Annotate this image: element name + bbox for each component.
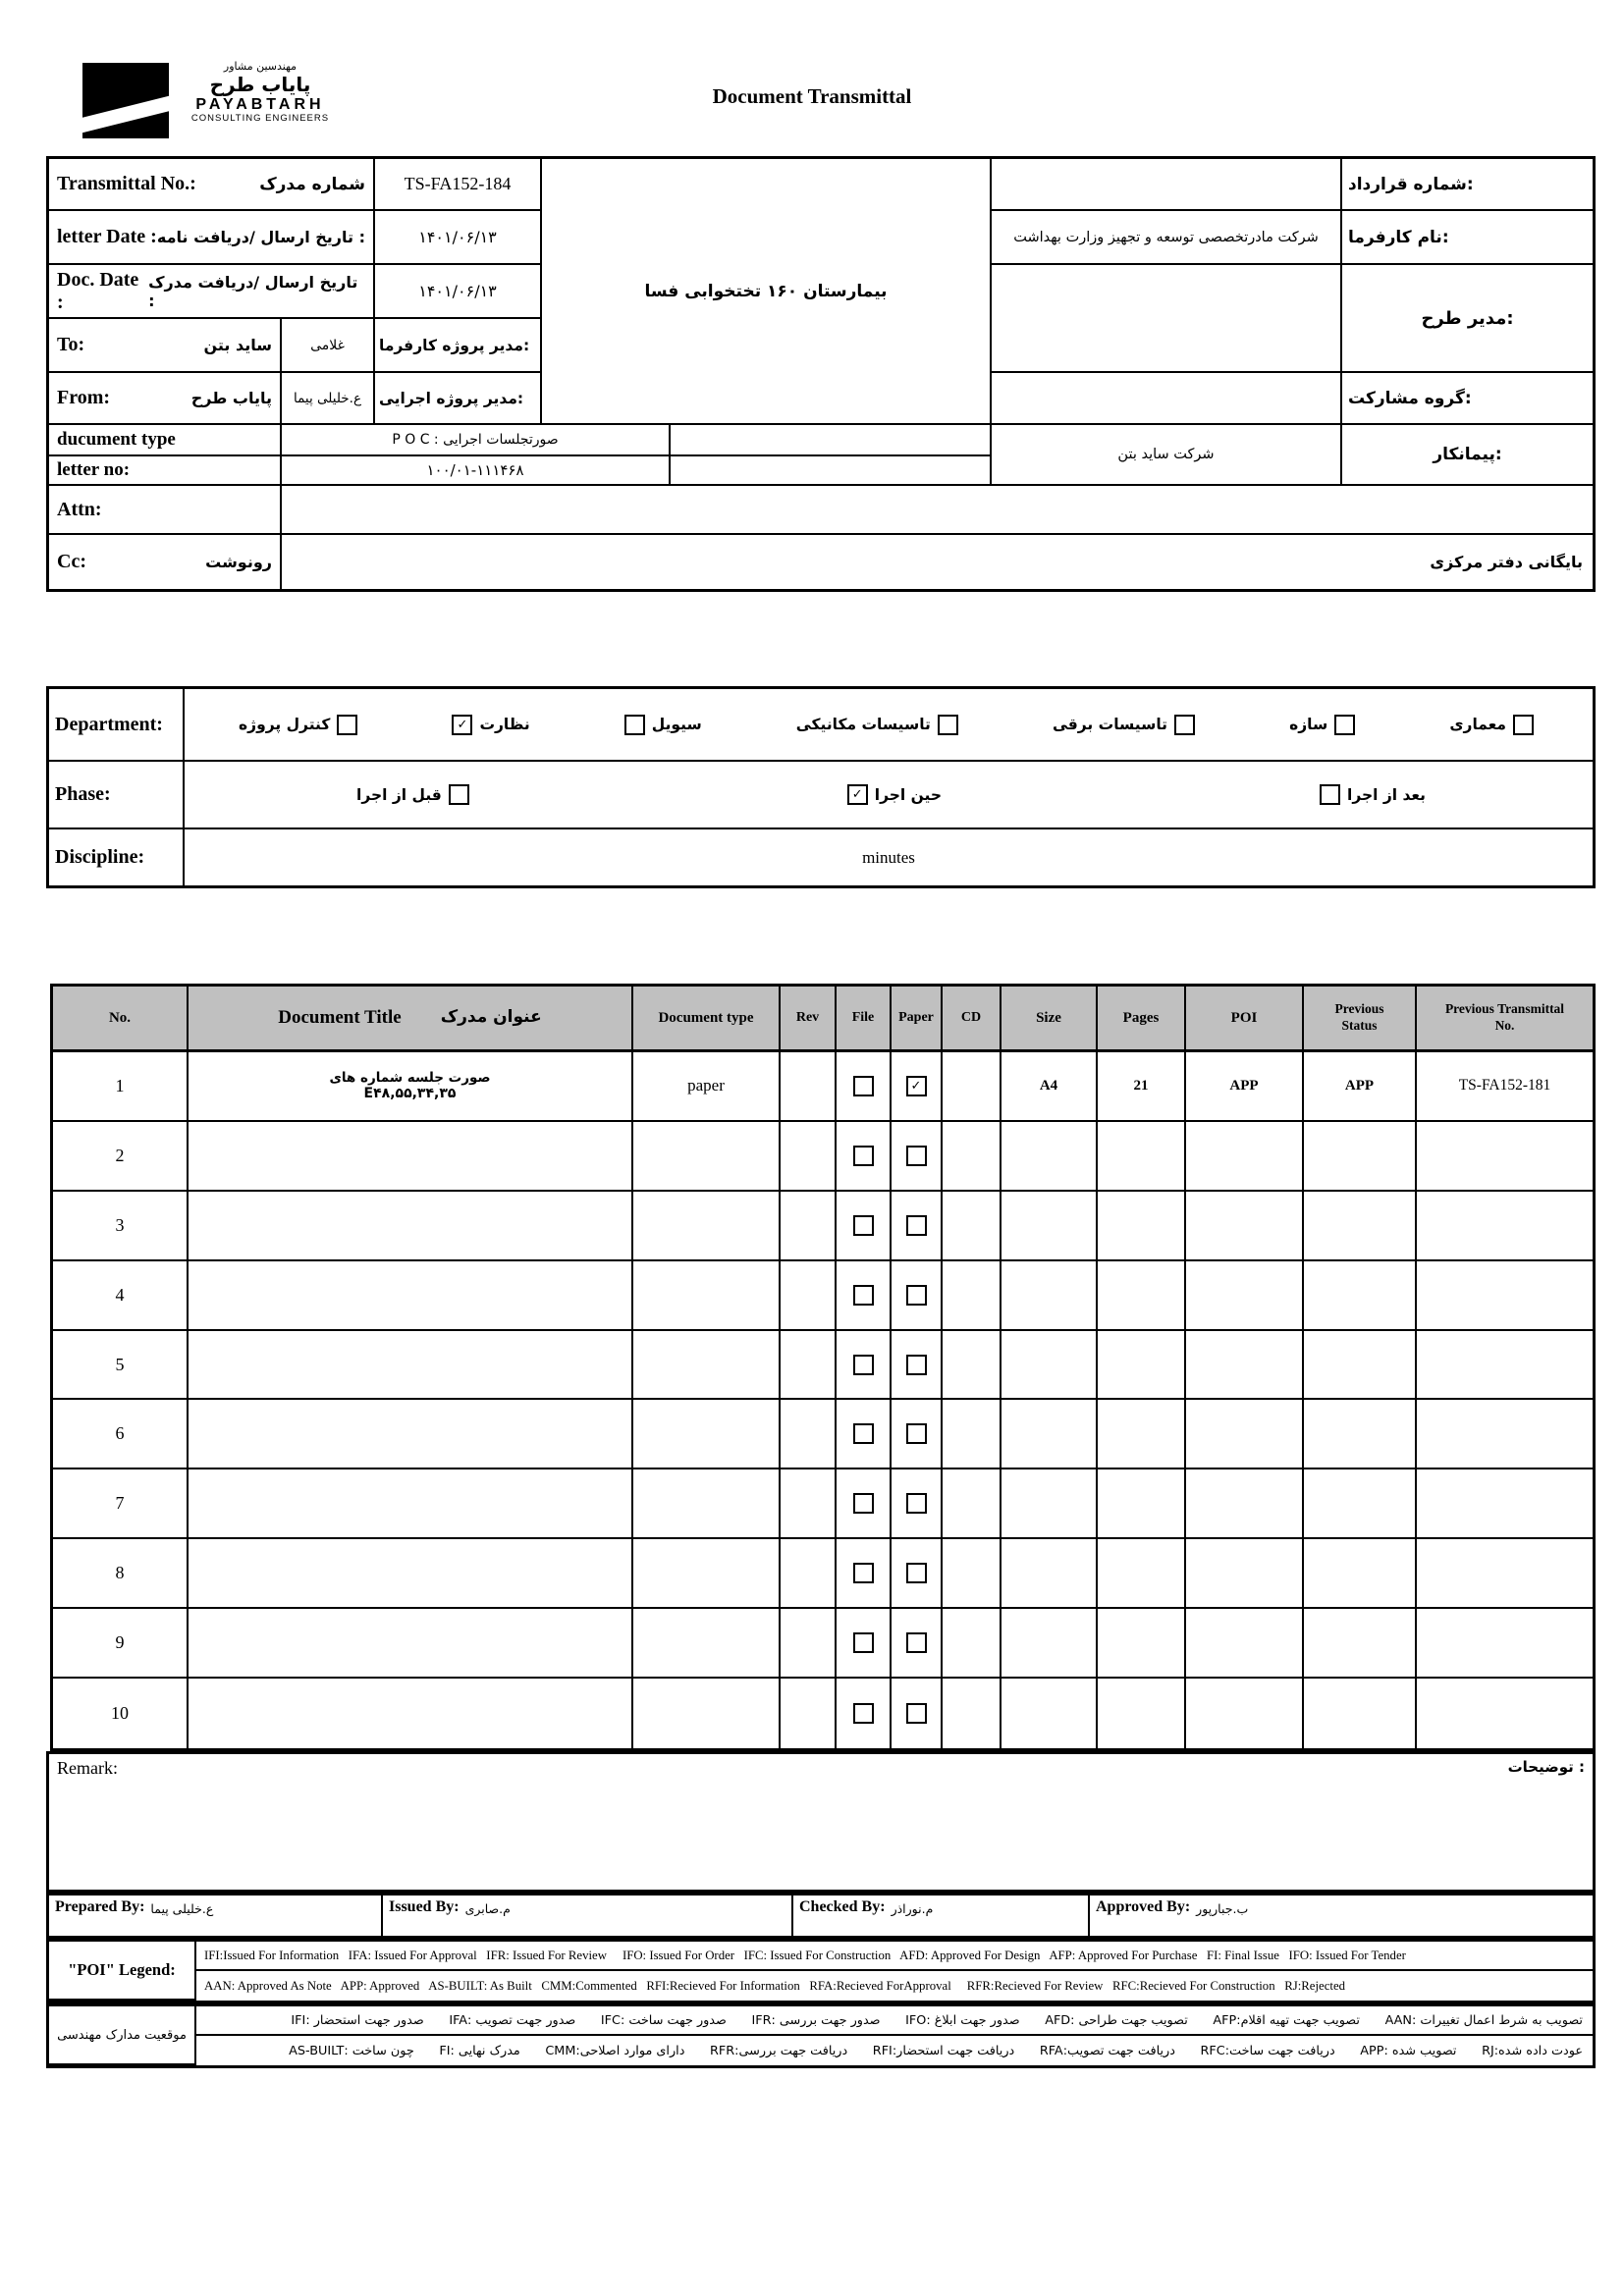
row-prev-status: [1304, 1261, 1417, 1331]
checked-by-label: Checked By:: [799, 1898, 886, 1915]
file-checkbox[interactable]: [853, 1563, 874, 1583]
empty-cell-1: [671, 425, 992, 456]
department-checkbox-memari[interactable]: [1513, 715, 1534, 735]
design-manager-label: مدیر طرح:: [1342, 265, 1593, 373]
row-prev-transmittal: [1417, 1261, 1593, 1331]
row-poi: [1186, 1331, 1304, 1401]
contractor-label: پیمانکار:: [1342, 425, 1593, 486]
row-title: [189, 1469, 633, 1539]
row-prev-status: [1304, 1679, 1417, 1748]
row-no: 6: [53, 1400, 189, 1469]
empty-cell-2: [671, 456, 992, 486]
row-paper-cell: [892, 1052, 943, 1122]
row-paper-cell: [892, 1122, 943, 1192]
department-checkbox-nezarat[interactable]: ✓: [452, 715, 472, 735]
row-rev: [781, 1192, 837, 1261]
department-checkbox-mechanical[interactable]: [938, 715, 958, 735]
row-prev-transmittal: [1417, 1679, 1593, 1748]
attn-label: Attn:: [49, 486, 282, 535]
paper-checkbox[interactable]: [906, 1355, 927, 1375]
row-prev-transmittal: [1417, 1469, 1593, 1539]
letter-date-label-en: letter Date :: [57, 226, 157, 247]
row-prev-transmittal: [1417, 1122, 1593, 1192]
jv-value-cell: [992, 373, 1342, 425]
row-size: [1001, 1679, 1098, 1748]
to-value: ساید بتن: [203, 336, 272, 354]
department-item-project-control: کنترل پروژه: [239, 715, 357, 735]
issued-by-cell: [383, 1896, 793, 1936]
paper-checkbox[interactable]: [906, 1423, 927, 1444]
row-size: [1001, 1469, 1098, 1539]
project-name-cell: بیمارستان ۱۶۰ تختخوابی فسا: [542, 159, 992, 425]
contract-no-label: شماره قرارداد:: [1342, 159, 1593, 211]
row-prev-status: [1304, 1400, 1417, 1469]
remark-label-fa: توضیحات :: [1507, 1758, 1585, 1776]
row-paper-cell: [892, 1192, 943, 1261]
row-file-cell: [837, 1331, 892, 1401]
header-file: File: [837, 987, 892, 1052]
letter-date-label-cell: [49, 211, 375, 265]
row-prev-transmittal: [1417, 1331, 1593, 1401]
paper-checkbox[interactable]: [906, 1703, 927, 1724]
row-prev-transmittal: [1417, 1539, 1593, 1609]
row-paper-cell: [892, 1609, 943, 1679]
row-no: 3: [53, 1192, 189, 1261]
row-prev-status: [1304, 1469, 1417, 1539]
jv-label: گروه مشارکت:: [1342, 373, 1593, 425]
row-no: 2: [53, 1122, 189, 1192]
to-person: غلامی: [282, 319, 375, 373]
row-file-cell: [837, 1192, 892, 1261]
letter-no-value: ۱۰۰/۰۱-۱۱۱۴۶۸: [282, 456, 671, 486]
file-checkbox[interactable]: [853, 1076, 874, 1096]
phase-options-cell: [185, 762, 1593, 829]
row-size: [1001, 1261, 1098, 1331]
row-poi: [1186, 1609, 1304, 1679]
row-pages: [1098, 1331, 1186, 1401]
prepared-by-label: Prepared By:: [55, 1898, 145, 1915]
row-doc-type: [633, 1192, 781, 1261]
row-prev-transmittal: [1417, 1400, 1593, 1469]
discipline-value: minutes: [862, 847, 915, 867]
paper-checkbox[interactable]: [906, 1563, 927, 1583]
department-item-nezarat: ✓ نظارت: [452, 715, 529, 735]
row-paper-cell: [892, 1469, 943, 1539]
transmittal-info-table: [46, 156, 1596, 592]
header-poi: POI: [1186, 987, 1304, 1052]
row-no: 1: [53, 1052, 189, 1122]
paper-checkbox[interactable]: [906, 1285, 927, 1306]
row-title: صورت جلسه شماره های E۴۸,۵۵,۳۴,۳۵: [189, 1052, 633, 1122]
header-title: [189, 987, 633, 1052]
cc-value: بایگانی دفتر مرکزی: [1430, 553, 1583, 571]
row-doc-type: [633, 1261, 781, 1331]
logo-en-small: CONSULTING ENGINEERS: [190, 113, 330, 125]
paper-checkbox[interactable]: [906, 1493, 927, 1514]
row-doc-type: paper: [633, 1052, 781, 1122]
row-size: [1001, 1539, 1098, 1609]
row-paper-cell: [892, 1539, 943, 1609]
prepared-by-cell: [49, 1896, 383, 1936]
header-title-en: Document Title: [278, 1007, 402, 1029]
department-item-memari: معماری: [1449, 715, 1534, 735]
row-poi: [1186, 1400, 1304, 1469]
row-pages: [1098, 1469, 1186, 1539]
row-pages: 21: [1098, 1052, 1186, 1122]
header-pages: Pages: [1098, 987, 1186, 1052]
row-prev-status: APP: [1304, 1052, 1417, 1122]
row-pages: [1098, 1400, 1186, 1469]
row-prev-transmittal: TS-FA152-181: [1417, 1052, 1593, 1122]
header-prev-status: Previous Status: [1304, 987, 1417, 1052]
poi-legend-table: [46, 1939, 1596, 2003]
department-label: Department:: [49, 689, 185, 762]
row-poi: [1186, 1679, 1304, 1748]
from-cell: [49, 373, 282, 425]
header-cd: CD: [943, 987, 1001, 1052]
file-checkbox[interactable]: [853, 1703, 874, 1724]
file-checkbox[interactable]: [853, 1423, 874, 1444]
row-pages: [1098, 1192, 1186, 1261]
file-checkbox[interactable]: [853, 1355, 874, 1375]
paper-checkbox[interactable]: [906, 1215, 927, 1236]
row-file-cell: [837, 1679, 892, 1748]
client-name-value: شرکت مادرتخصصی توسعه و تجهیز وزارت بهداشت: [992, 211, 1342, 265]
poi-legend-line2: AAN: Approved As Note APP: Approved AS-BUILT: As Built CMM:Commented RFI:Recieved For Information RFA:Recieved ForApproval RFR:Recieved For Review RFC:Recieved For Construction RJ:Rejected: [204, 1978, 1346, 1993]
row-cd: [943, 1539, 1001, 1609]
row-doc-type: [633, 1331, 781, 1401]
row-cd: [943, 1679, 1001, 1748]
row-poi: APP: [1186, 1052, 1304, 1122]
row-pages: [1098, 1679, 1186, 1748]
row-size: [1001, 1122, 1098, 1192]
issued-by-name: م.صابری: [464, 1901, 511, 1916]
logo-fa-big: پایاب طرح: [209, 72, 311, 96]
department-checkbox-electrical[interactable]: [1174, 715, 1195, 735]
from-person: ع.خلیلی پیما: [282, 373, 375, 425]
client-name-label: نام کارفرما:: [1342, 211, 1593, 265]
row-file-cell: [837, 1609, 892, 1679]
transmittal-no-label-en: Transmittal No.:: [57, 173, 196, 194]
from-label: From:: [57, 387, 111, 408]
row-title: [189, 1331, 633, 1401]
doc-date-label-en: Doc. Date :: [57, 268, 139, 313]
file-checkbox[interactable]: [853, 1215, 874, 1236]
poi-legend-line1: IFI:Issued For Information IFA: Issued For Approval IFR: Issued For Review IFO: Issued For Order IFC: Issued For Construction AFD: Approved For Design AFP: Approved For Purchase FI: Final Issue IFO: Issued For Tender: [196, 1942, 1593, 1971]
row-doc-type: [633, 1679, 781, 1748]
row-prev-transmittal: [1417, 1192, 1593, 1261]
checked-by-cell: [793, 1896, 1090, 1936]
row-prev-status: [1304, 1122, 1417, 1192]
row-pages: [1098, 1609, 1186, 1679]
row-doc-type: [633, 1539, 781, 1609]
contract-no-value-cell: [992, 159, 1342, 211]
row-poi: [1186, 1539, 1304, 1609]
row-rev: [781, 1400, 837, 1469]
row-title: [189, 1679, 633, 1748]
file-checkbox[interactable]: [853, 1493, 874, 1514]
prepared-by-name: ع.خلیلی پیما: [150, 1901, 214, 1916]
phase-checkbox-before[interactable]: [449, 784, 469, 805]
design-manager-value-cell: [992, 265, 1342, 373]
issued-by-label: Issued By:: [389, 1898, 460, 1915]
department-item-mechanical: تاسیسات مکانیکی: [796, 715, 958, 735]
discipline-label: Discipline:: [49, 829, 185, 885]
department-checkbox-civil[interactable]: [624, 715, 645, 735]
row-pages: [1098, 1261, 1186, 1331]
row-poi: [1186, 1192, 1304, 1261]
documents-table: [50, 984, 1596, 1751]
document-type-value: صورتجلسات اجرایی : P O C: [282, 425, 671, 456]
row-size: [1001, 1331, 1098, 1401]
phase-item-during: ✓ حین اجرا: [847, 784, 942, 805]
row-rev: [781, 1052, 837, 1122]
approved-by-name: ب.جبارپور: [1196, 1901, 1249, 1916]
transmittal-no-value: TS-FA152-184: [375, 159, 542, 211]
row-poi: [1186, 1469, 1304, 1539]
fa-legend-line2: عودت داده شده:RJ تصویب شده :APP دریافت جهت ساخت:RFC دریافت جهت تصویب:RFA دریافت جهت استحضار:RFI دریافت جهت بررسی:RFR دارای موارد اصلاحی:CMM مدرک نهایی :FI چون ساخت :AS-BUILT: [289, 2043, 1583, 2058]
row-doc-type: [633, 1609, 781, 1679]
letter-date-label-fa: تاریخ ارسال /دریافت نامه :: [156, 228, 365, 246]
classification-table: [46, 686, 1596, 888]
row-file-cell: [837, 1539, 892, 1609]
paper-checkbox[interactable]: ✓: [906, 1076, 927, 1096]
row-cd: [943, 1122, 1001, 1192]
department-options-cell: [185, 689, 1593, 762]
header-title-fa: عنوان مدرک: [440, 1007, 542, 1028]
row-title: [189, 1122, 633, 1192]
row-title: [189, 1539, 633, 1609]
row-pages: [1098, 1539, 1186, 1609]
to-label: To:: [57, 334, 85, 355]
row-rev: [781, 1469, 837, 1539]
department-item-sazeh: سازه: [1289, 715, 1355, 735]
row-paper-cell: [892, 1679, 943, 1748]
row-size: A4: [1001, 1052, 1098, 1122]
row-rev: [781, 1539, 837, 1609]
department-item-electrical: تاسیسات برقی: [1053, 715, 1195, 735]
row-paper-cell: [892, 1400, 943, 1469]
row-cd: [943, 1609, 1001, 1679]
row-cd: [943, 1052, 1001, 1122]
row-file-cell: [837, 1400, 892, 1469]
exec-pm-label: مدیر پروژه اجرایی:: [375, 373, 542, 425]
row-no: 9: [53, 1609, 189, 1679]
approved-by-label: Approved By:: [1096, 1898, 1191, 1915]
letter-date-value: ۱۴۰۱/۰۶/۱۳: [375, 211, 542, 265]
to-cell: [49, 319, 282, 373]
row-file-cell: [837, 1052, 892, 1122]
row-cd: [943, 1331, 1001, 1401]
phase-checkbox-during[interactable]: ✓: [847, 784, 868, 805]
fa-legend-table: [46, 2003, 1596, 2068]
logo-en-big: PAYABTARH: [195, 95, 325, 113]
header-rev: Rev: [781, 987, 837, 1052]
file-checkbox[interactable]: [853, 1285, 874, 1306]
cc-label-cell: [49, 535, 282, 589]
from-value: پایاب طرح: [190, 389, 272, 407]
phase-item-before: قبل از اجرا: [356, 784, 469, 805]
row-doc-type: [633, 1469, 781, 1539]
row-rev: [781, 1122, 837, 1192]
file-checkbox[interactable]: [853, 1632, 874, 1653]
client-pm-label: مدیر پروژه کارفرما:: [375, 319, 542, 373]
remark-section: [46, 1751, 1596, 1893]
approved-by-cell: [1090, 1896, 1593, 1936]
doc-date-label-cell: [49, 265, 375, 319]
doc-date-label-fa: تاریخ ارسال /دریافت مدرک :: [148, 272, 358, 310]
row-title: [189, 1261, 633, 1331]
row-file-cell: [837, 1469, 892, 1539]
phase-checkbox-after[interactable]: [1320, 784, 1340, 805]
row-cd: [943, 1469, 1001, 1539]
row-paper-cell: [892, 1261, 943, 1331]
fa-legend-line1: تصویب به شرط اعمال تغییرات :AAN تصویب جهت تهیه اقلام:AFP تصویب جهت طراحی :AFD صدور جهت ابلاغ :IFO صدور جهت بررسی :IFR صدور جهت ساخت :IFC صدور جهت تصویب :IFA صدور جهت استحضار :IFI: [196, 2006, 1593, 2036]
header-paper: Paper: [892, 987, 943, 1052]
department-checkbox-sazeh[interactable]: [1334, 715, 1355, 735]
row-no: 8: [53, 1539, 189, 1609]
row-cd: [943, 1400, 1001, 1469]
row-no: 7: [53, 1469, 189, 1539]
row-file-cell: [837, 1261, 892, 1331]
checked-by-name: م.نوراذر: [891, 1901, 934, 1916]
row-rev: [781, 1261, 837, 1331]
header-no: No.: [53, 987, 189, 1052]
row-doc-type: [633, 1400, 781, 1469]
row-size: [1001, 1192, 1098, 1261]
row-poi: [1186, 1122, 1304, 1192]
phase-item-after: بعد از اجرا: [1320, 784, 1426, 805]
row-pages: [1098, 1122, 1186, 1192]
file-checkbox[interactable]: [853, 1146, 874, 1166]
signature-row: [46, 1893, 1596, 1939]
row-rev: [781, 1679, 837, 1748]
contractor-value: شرکت ساید بتن: [992, 425, 1342, 486]
department-item-civil: سیویل: [624, 715, 702, 735]
row-title: [189, 1609, 633, 1679]
header-doc-type: Document type: [633, 987, 781, 1052]
phase-label: Phase:: [49, 762, 185, 829]
row-file-cell: [837, 1122, 892, 1192]
letter-no-label: letter no:: [49, 456, 282, 486]
header-prev-transmittal: Previous Transmittal No.: [1417, 987, 1593, 1052]
poi-legend-label: "POI" Legend:: [49, 1942, 196, 2001]
row-prev-status: [1304, 1539, 1417, 1609]
row-prev-status: [1304, 1331, 1417, 1401]
row-title: [189, 1400, 633, 1469]
row-prev-transmittal: [1417, 1609, 1593, 1679]
fa-legend-label: موقعیت مدارک مهندسی: [49, 2006, 196, 2065]
row-no: 5: [53, 1331, 189, 1401]
row-cd: [943, 1192, 1001, 1261]
row-prev-status: [1304, 1192, 1417, 1261]
paper-checkbox[interactable]: [906, 1632, 927, 1653]
row-rev: [781, 1609, 837, 1679]
remark-label-en: Remark:: [57, 1758, 118, 1778]
cc-label-en: Cc:: [57, 551, 86, 572]
paper-checkbox[interactable]: [906, 1146, 927, 1166]
row-rev: [781, 1331, 837, 1401]
document-type-label: ducument type: [49, 425, 282, 456]
header-size: Size: [1001, 987, 1098, 1052]
row-no: 10: [53, 1679, 189, 1748]
transmittal-no-label-fa: شماره مدرک: [259, 174, 365, 194]
attn-value-cell: [282, 486, 1593, 535]
row-cd: [943, 1261, 1001, 1331]
page-title: Document Transmittal: [712, 84, 912, 108]
doc-date-value: ۱۴۰۱/۰۶/۱۳: [375, 265, 542, 319]
logo-fa-small: مهندسین مشاور: [223, 60, 298, 73]
transmittal-no-label-cell: [49, 159, 375, 211]
row-no: 4: [53, 1261, 189, 1331]
row-size: [1001, 1609, 1098, 1679]
department-checkbox-project-control[interactable]: [337, 715, 357, 735]
row-poi: [1186, 1261, 1304, 1331]
row-title: [189, 1192, 633, 1261]
row-doc-type: [633, 1122, 781, 1192]
cc-label-fa: رونوشت: [205, 553, 272, 571]
row-size: [1001, 1400, 1098, 1469]
row-prev-status: [1304, 1609, 1417, 1679]
row-paper-cell: [892, 1331, 943, 1401]
